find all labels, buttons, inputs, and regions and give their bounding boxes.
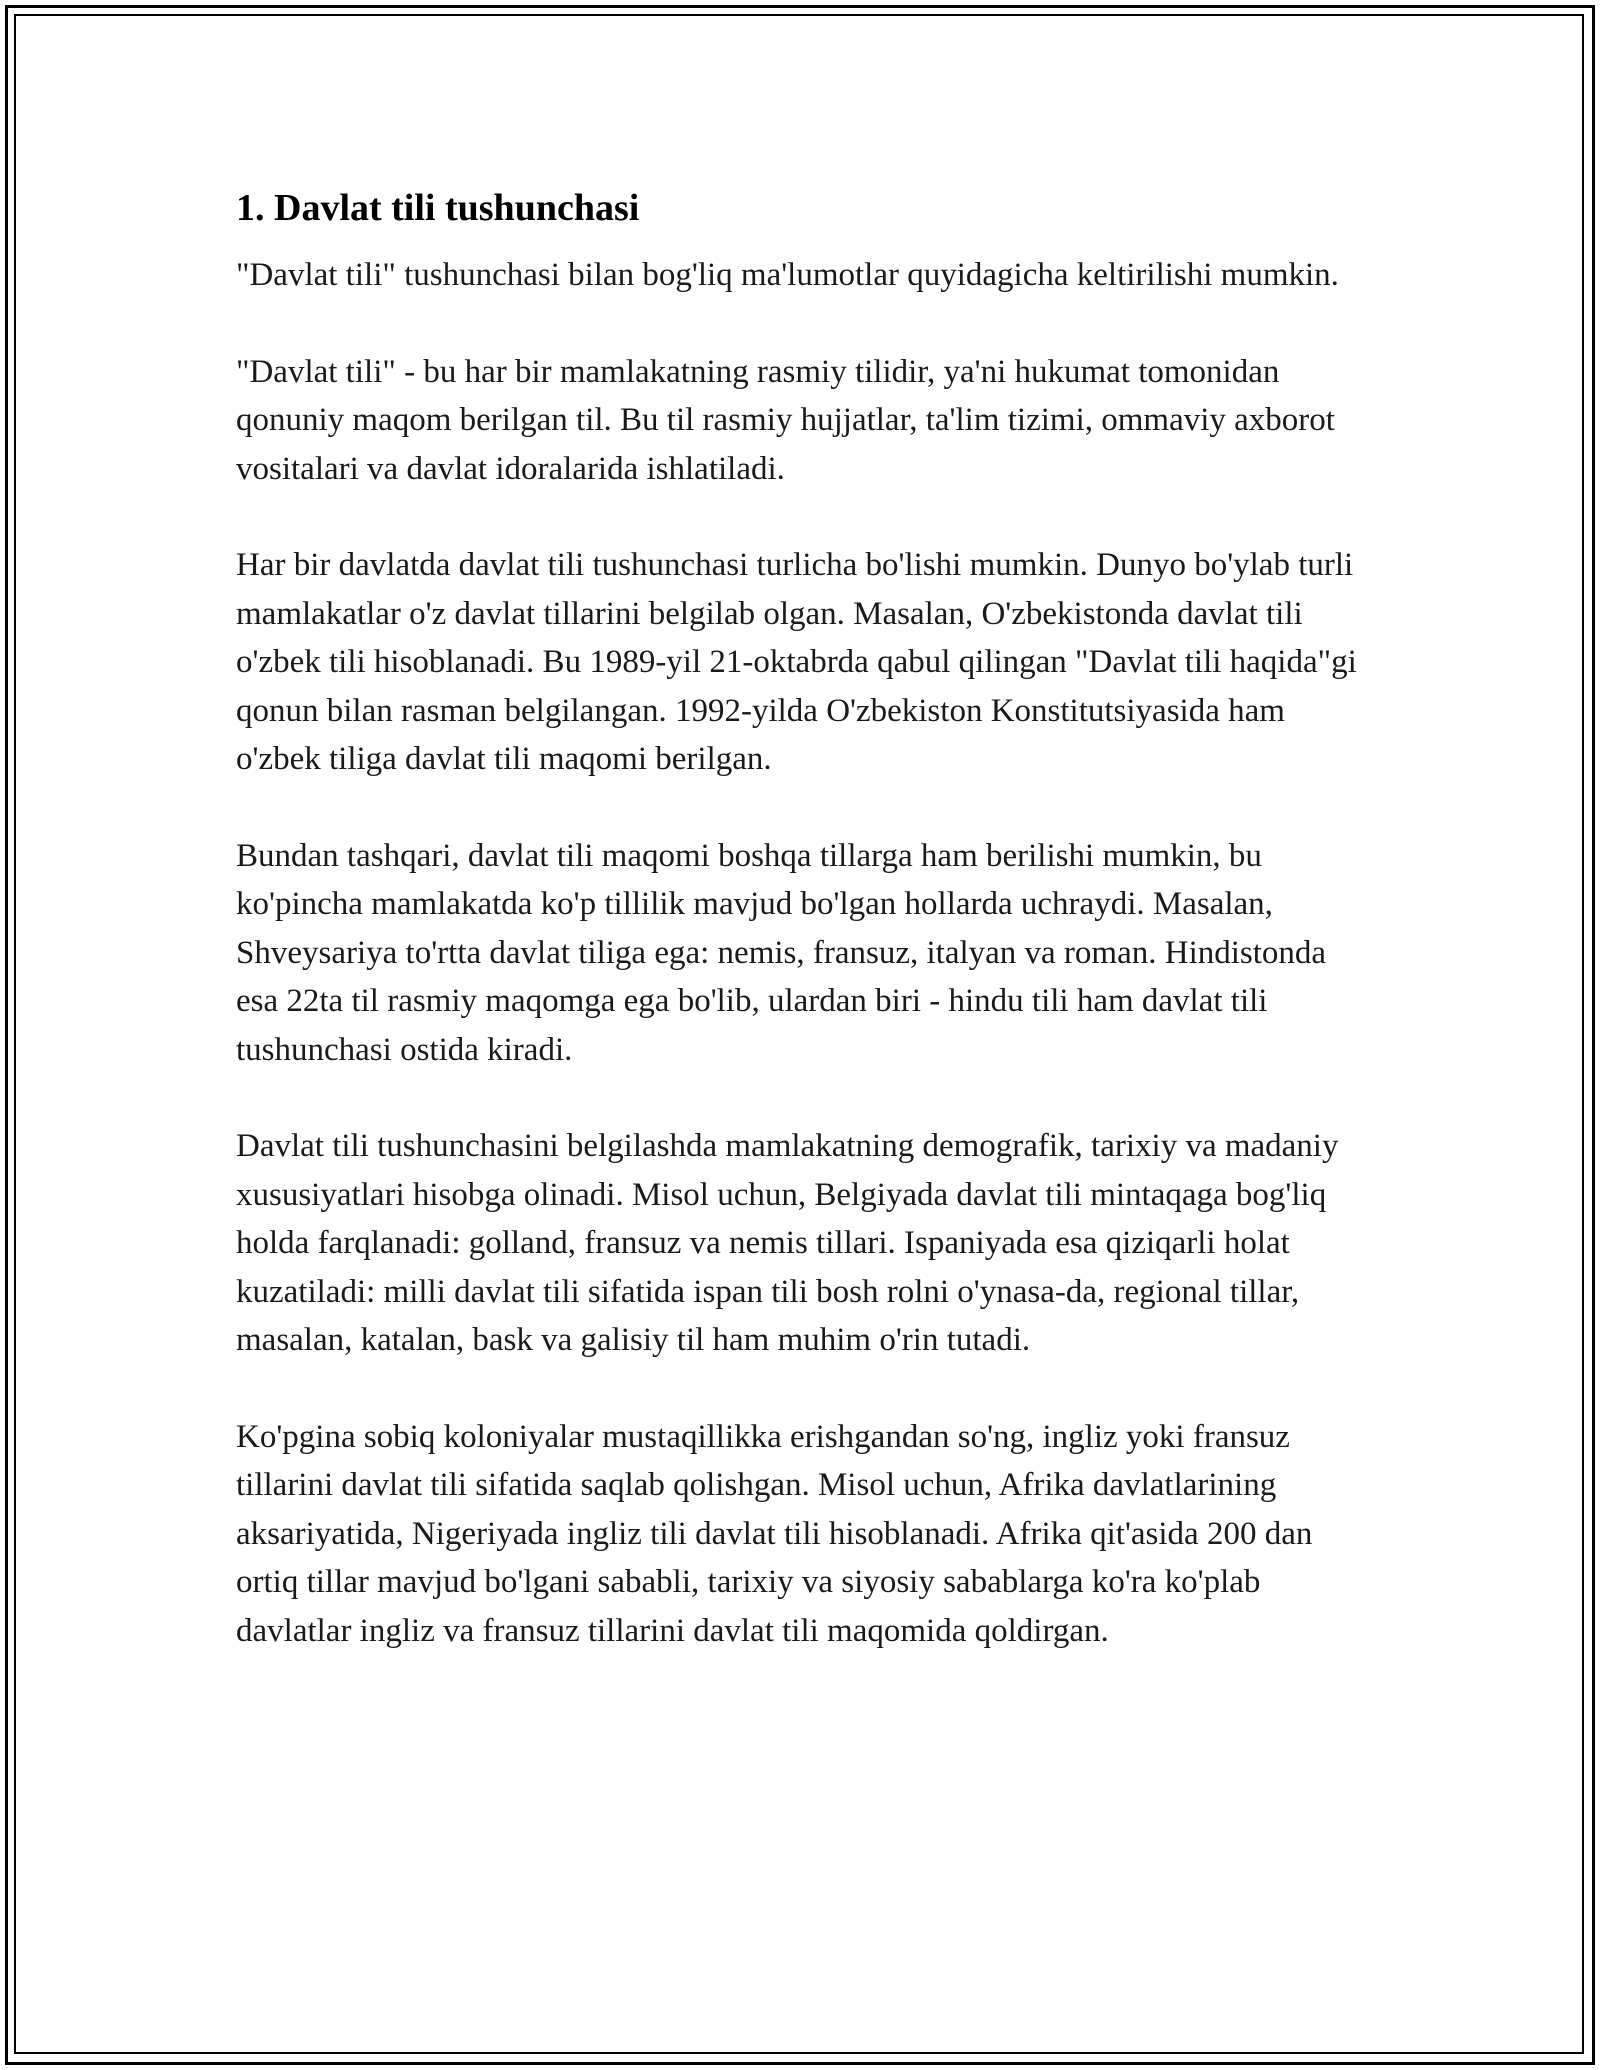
paragraph-demographic: Davlat tili tushunchasini belgilashda mamlakatning demografik, tarixiy va madaniy xususiyatlari hisobga olinadi. Misol uchun, Belgiyada davlat tili mintaqaga bog'liq holda farqlanadi: golland, fransuz va nemis tillari. Ispaniyada esa qiziqarli holat kuzatiladi: milli davlat tili sifatida ispan tili bosh rolni o'ynasa-da, regional tillar, masalan, katalan, bask va galisiy til ham muhim o'rin tutadi. xyxy=(236,1128,1339,1358)
section-title: 1. Davlat tili tushunchasi xyxy=(236,187,640,229)
paragraph-definition: "Davlat tili" - bu har bir mamlakatning rasmiy tilidir, ya'ni hukumat tomonidan qonuniy maqom berilgan til. Bu til rasmiy hujjatlar, ta'lim tizimi, ommaviy axborot vositalari va davlat idoralarida ishlatiladi. xyxy=(236,353,1335,487)
paragraph-uzbekistan: Har bir davlatda davlat tili tushunchasi turlicha bo'lishi mumkin. Dunyo bo'ylab turli mamlakatlar o'z davlat tillarini belgilab olgan. Masalan, O'zbekistonda davlat tili o'zbek tili hisoblanadi. Bu 1989-yil 21-oktabrda qabul qilingan "Davlat tili haqida"gi qonun bilan rasman belgilangan. 1992-yilda O'zbekiston Konstitutsiyasida ham o'zbek tiliga davlat tili maqomi berilgan. xyxy=(236,547,1357,777)
paragraph-intro: "Davlat tili" tushunchasi bilan bog'liq ma'lumotlar quyidagicha keltirilishi mumkin. xyxy=(236,257,1339,293)
paragraph-multilingual: Bundan tashqari, davlat tili maqomi boshqa tillarga ham berilishi mumkin, bu ko'pincha mamlakatda ko'p tillilik mavjud bo'lgan hollarda uchraydi. Masalan, Shveysariya to'rtta davlat tiliga ega: nemis, fransuz, italyan va roman. Hindistonda esa 22ta til rasmiy maqomga ega bo'lib, ulardan biri - hindu tili ham davlat tili tushunchasi ostida kiradi. xyxy=(236,837,1327,1068)
paragraph-colonies: Ko'pgina sobiq koloniyalar mustaqillikka erishgandan so'ng, ingliz yoki fransuz tillarini davlat tili sifatida saqlab qolishgan. Misol uchun, Afrika davlatlarining aksariyatida, Nigeriyada ingliz tili davlat tili hisoblanadi. Afrika qit'asida 200 dan ortiq tillar mavjud bo'lgani sababli, tarixiy va siyosiy sabablarga ko'ra ko'plab davlatlar ingliz va fransuz tillarini davlat tili maqomida qoldirgan. xyxy=(236,1418,1313,1649)
document-body xyxy=(236,185,1366,1703)
